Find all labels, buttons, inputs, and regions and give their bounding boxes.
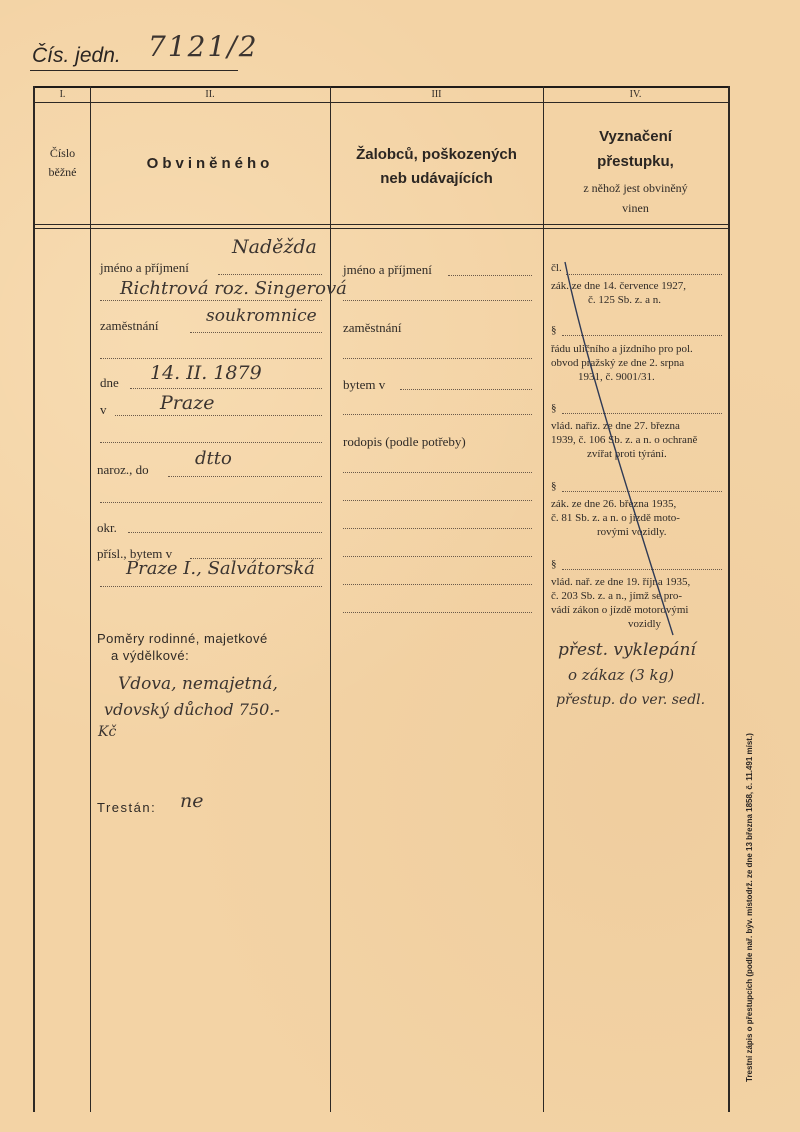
prisl-label: přísl., bytem v [97,546,173,561]
offense-cl-label: čl. [551,262,562,274]
cis-jedn-underline [30,70,238,71]
trestan-label: Trestán: [97,800,157,815]
law5-line2: č. 203 Sb. z. a n., jímž se pro- [551,590,683,602]
table-left-border [33,86,35,1112]
naroz-label: naroz., do [97,462,149,477]
v-dotted-line [115,415,322,416]
plaintiff-dotted-line-8 [343,612,532,613]
offense-handwritten-line3: přestup. do ver. sedl. [556,692,706,708]
col1-number: I. [59,89,66,100]
col4-title-line3: z něhož jest obviněný [583,181,688,195]
plaintiff-dotted-line-5 [343,528,532,529]
plaintiff-zamestnani-label: zaměstnání [343,320,402,335]
law1-line1: zák. ze dne 14. července 1927, [551,280,686,292]
plaintiff-dotted-line-3 [343,472,532,473]
dne-dotted-line [130,388,322,389]
offense-handwritten-line2: o zákaz (3 kg) [568,666,675,684]
law2-line2: obvod pražský ze dne 2. srpna [551,357,685,369]
v-label: v [100,402,107,417]
pomery-value-line1: Vdova, nemajetná, [118,674,278,694]
jmeno-dotted-line-2 [100,300,322,301]
trestan-value: ne [180,790,204,812]
dne-label: dne [100,375,119,390]
law5-line4: vozidly [628,618,661,630]
plaintiff-jmeno-label: jméno a příjmení [343,262,432,277]
dne-value: 14. II. 1879 [150,362,262,384]
plaintiff-bytem-label: bytem v [343,377,386,392]
plaintiff-dotted-line-7 [343,584,532,585]
plaintiff-jmeno-dotted-line-2 [343,300,532,301]
header-bottom-line-2 [33,228,729,229]
naroz-value: dtto [195,448,232,469]
law3-line2: 1939, č. 106 Sb. z. a n. o ochraně [551,434,698,446]
par-symbol-1: § [551,324,557,336]
header-bottom-line-1 [33,224,729,225]
par-symbol-2: § [551,402,557,414]
prisl-value: Praze I., Salvátorská [126,558,315,579]
col2-title: Obviněného [146,155,274,172]
cis-jedn-label: Čís. jedn. [32,44,121,67]
pomery-label-line2: a výdělkové: [111,648,190,663]
col1-title-line2: běžné [48,165,77,179]
col-divider-2 [330,86,331,1112]
pomery-value-line2: vdovský důchod 750.- [104,700,280,719]
v-value: Praze [160,392,215,414]
law4-line3: rovými vozidly. [597,526,667,538]
col4-title-line2: přestupku, [597,153,674,170]
side-note: Trestní zápis o přestupcích (podle nař. býv. místodrž. ze dne 13 března 1858, č. 11.491 míst.) [745,733,754,1082]
law4-line2: č. 81 Sb. z. a n. o jízdě moto- [551,512,680,524]
jmeno-value-line2: Richtrová roz. Singerová [120,278,347,299]
plaintiff-dotted-line-4 [343,500,532,501]
law1-line2: č. 125 Sb. z. a n. [588,294,662,306]
offense-handwritten-line1: přest. vyklepání [558,640,696,660]
prisl-dotted-line-2 [100,586,322,587]
law4-line1: zák. ze dne 26. března 1935, [551,498,677,510]
plaintiff-dotted-line-6 [343,556,532,557]
jmeno-label: jméno a příjmení [100,260,189,275]
col1-title-line1: Číslo [49,146,76,160]
table-right-border [728,86,730,1112]
law3-line1: vlád. nařiz. ze dne 27. března [551,420,680,432]
zamestnani-dotted-line-2 [100,358,322,359]
pomery-label-line1: Poměry rodinné, majetkové [97,631,268,646]
law2-line1: řádu uličního a jízdního pro pol. [551,343,693,355]
cis-jedn-value: 7121/2 [148,30,259,63]
col2-number: II. [205,89,215,100]
plaintiff-rodopis-label: rodopis (podle potřeby) [343,434,466,449]
zamestnani-value: soukromnice [206,306,317,326]
table-top-border [33,86,729,88]
par-symbol-3: § [551,480,557,492]
zamestnani-dotted-line [190,332,322,333]
v-dotted-line-2 [100,442,322,443]
col3-title-line2: neb udávajících [380,170,493,187]
law5-line1: vlád. nař. ze dne 19. října 1935, [551,576,691,588]
par-symbol-4: § [551,558,557,570]
pomery-value-line3: Kč [98,724,117,740]
naroz-dotted-line-2 [100,502,322,503]
jmeno-value-line1: Naděžda [232,236,317,258]
col-divider-1 [90,86,91,1112]
col3-title-line1: Žalobců, poškozených [356,146,517,163]
col4-title-line4: vinen [622,201,649,215]
naroz-dotted-line [168,476,322,477]
plaintiff-bytem-dotted-line [400,389,532,390]
plaintiff-bytem-dotted-line-2 [343,414,532,415]
header-number-row-line [33,102,729,103]
jmeno-dotted-line [218,274,322,275]
strike-through-line [543,240,728,640]
zamestnani-label: zaměstnání [100,318,159,333]
law3-line3: zvířat proti týrání. [587,448,667,460]
col3-number: III [431,89,442,100]
col4-number: IV. [629,89,642,100]
okr-label: okr. [97,520,117,535]
law2-line3: 1931, č. 9001/31. [578,371,655,383]
plaintiff-jmeno-dotted-line [448,275,532,276]
okr-dotted-line [128,532,322,533]
col4-title-line1: Vyznačení [599,128,672,145]
plaintiff-zamestnani-dotted-line [343,358,532,359]
law5-line3: vádí zákon o jízdě motorovými [551,604,689,616]
